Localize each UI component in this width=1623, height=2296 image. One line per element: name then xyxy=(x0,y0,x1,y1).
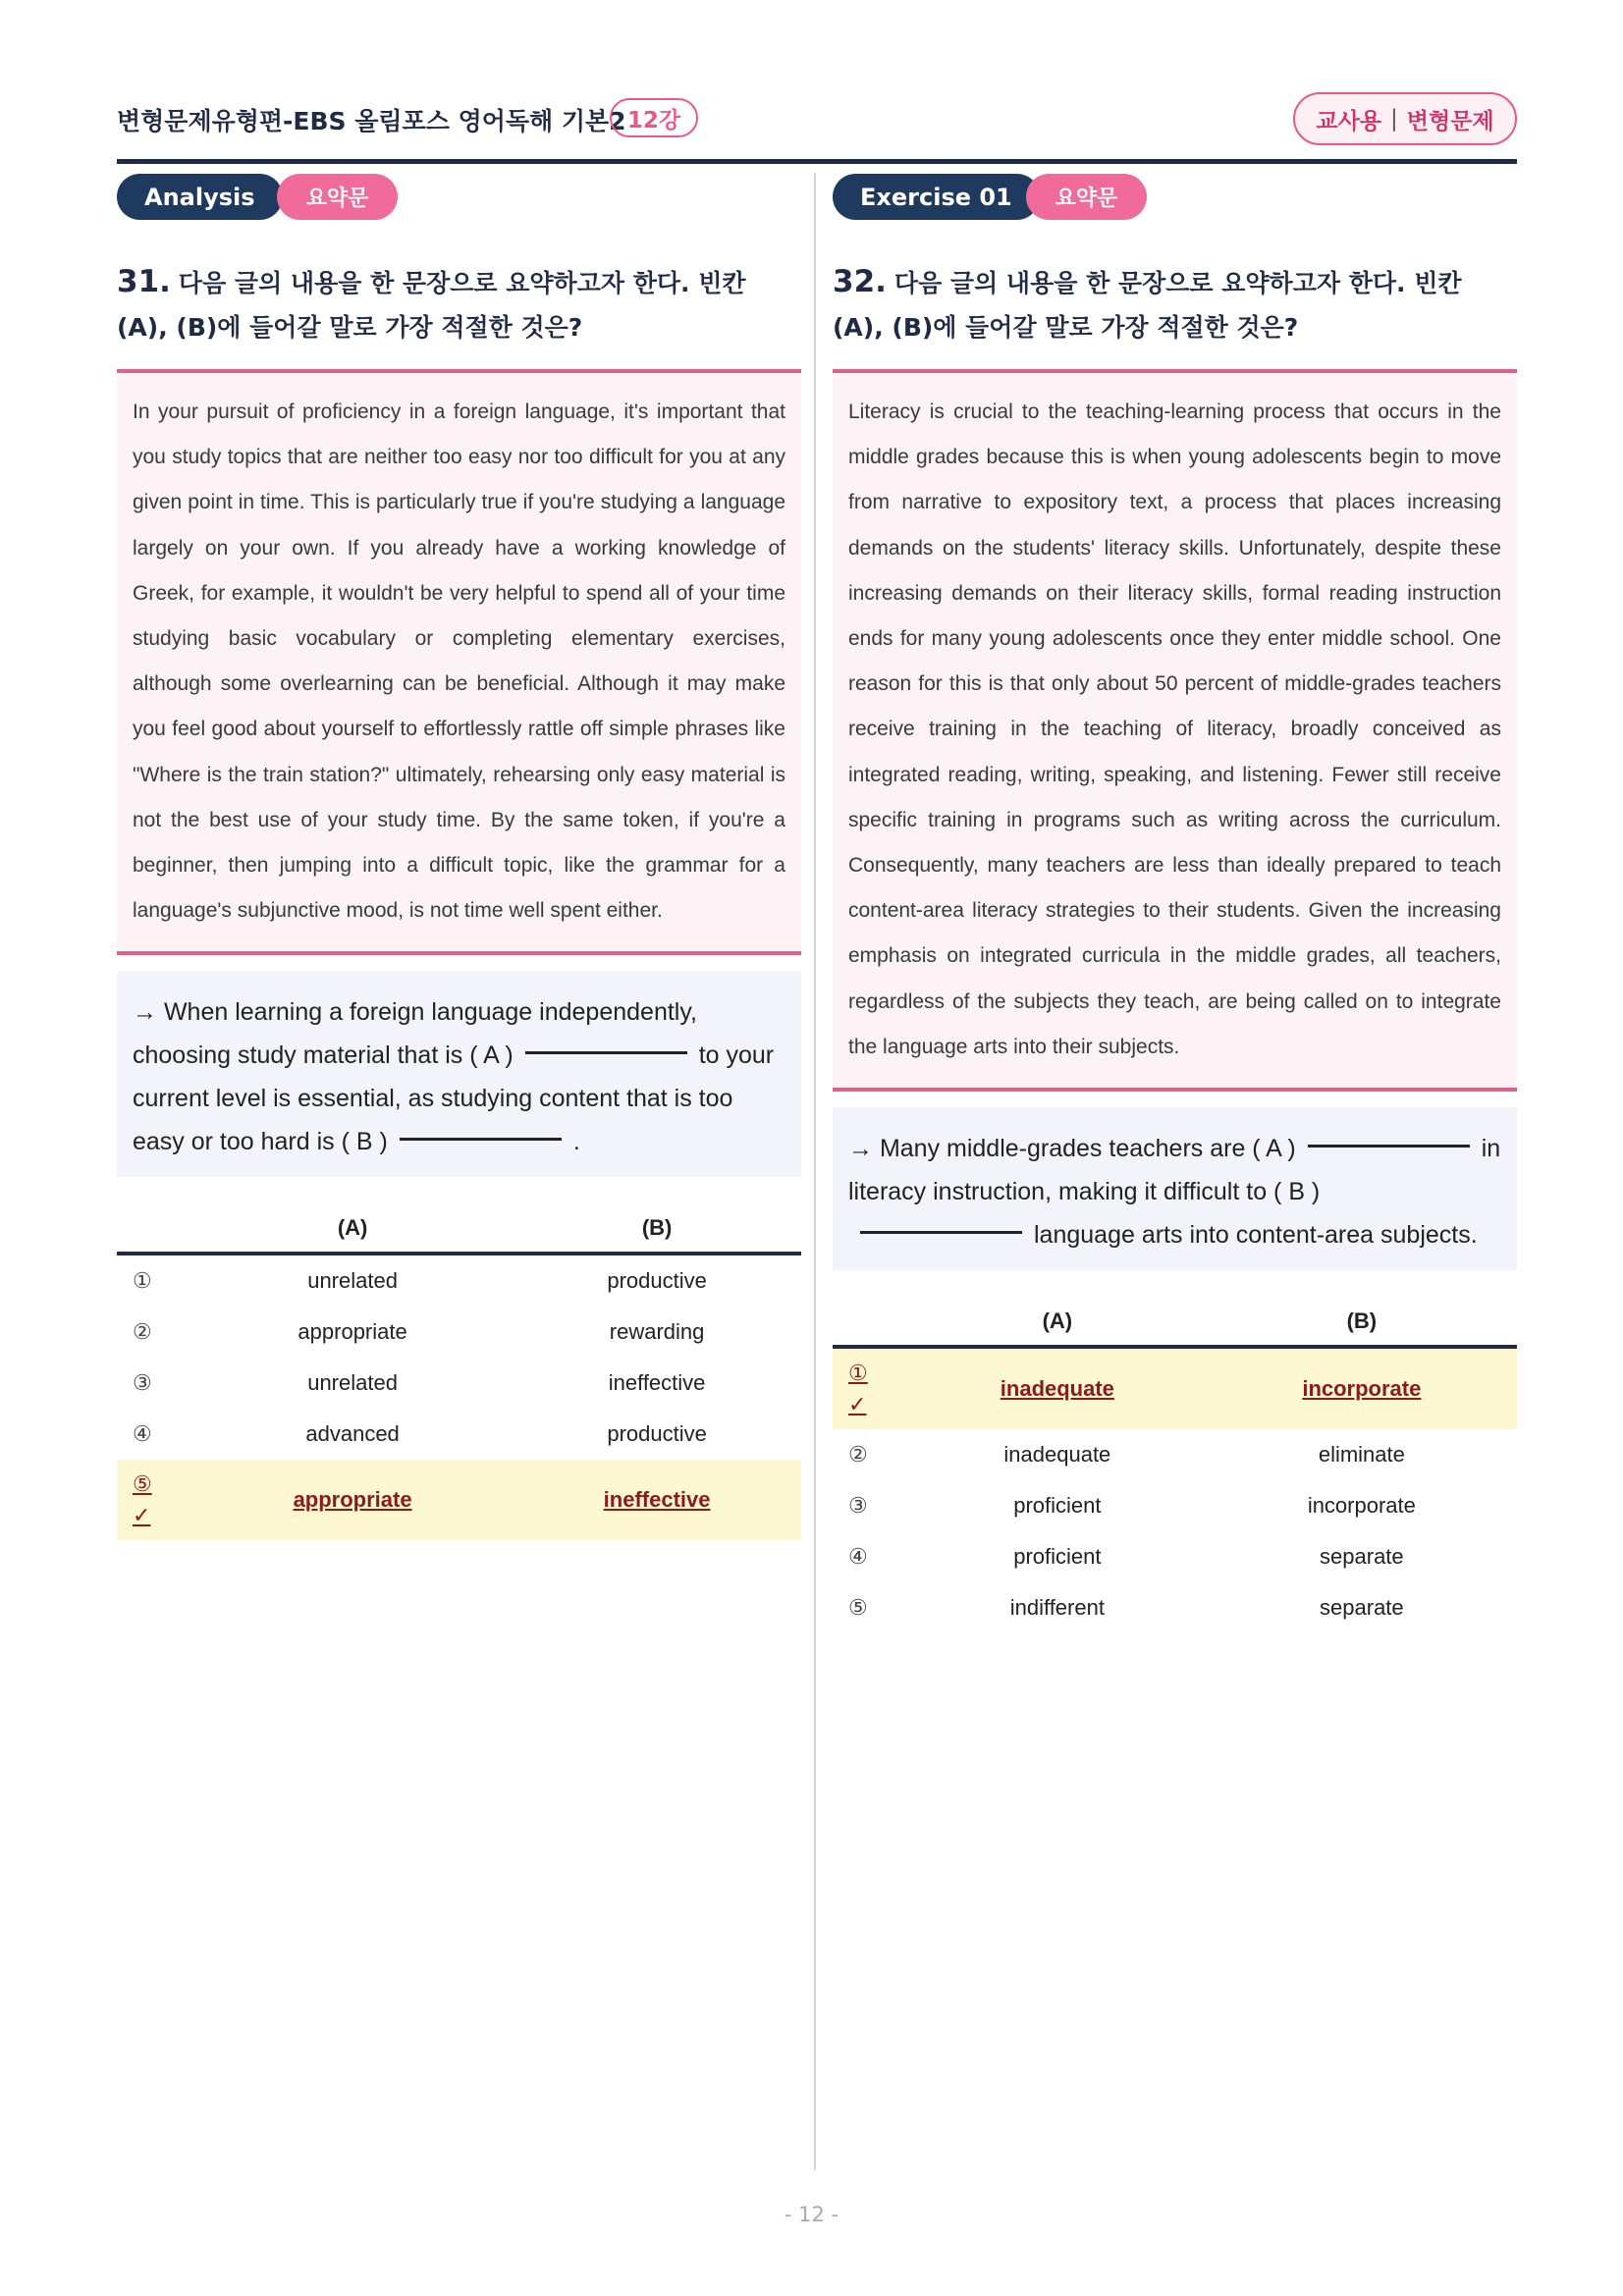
num-header xyxy=(117,1204,192,1254)
choice-a: indifferent xyxy=(1009,1595,1105,1621)
section-tag-analysis: Analysis xyxy=(117,174,283,220)
lesson-badge: 12강 xyxy=(610,98,698,137)
summary-part-2: to your current level is essential, as studying content that is too easy or too hard is ( B ) xyxy=(133,1041,775,1156)
choice-row-correct[interactable] xyxy=(117,1460,801,1540)
choice-a: inadequate xyxy=(1003,1442,1111,1468)
teacher-label: 교사용 xyxy=(1316,108,1382,134)
page-header xyxy=(117,96,1517,164)
choice-b: ineffective xyxy=(608,1370,706,1396)
right-column xyxy=(833,173,1517,1633)
choice-b: separate xyxy=(1320,1595,1404,1621)
choice-row[interactable] xyxy=(833,1582,1517,1633)
choice-row-correct[interactable] xyxy=(833,1347,1517,1429)
choice-number: ③ xyxy=(133,1370,152,1396)
summary-part-2: in literacy instruction, making it difficult to ( B ) xyxy=(848,1135,1501,1206)
check-icon: ✓ xyxy=(133,1503,151,1528)
passage-32: Literacy is crucial to the teaching-learning process that occurs in the middle grades because this is when young adolescents begin to move from narrative to expository text, a process that places increasing demands on the students' literacy skills. Unfortunately, despite these increasing demands on their literacy skills, formal reading instruction ends for many young adolescents once they enter middle school. One reason for this is that only about 50 percent of middle-grades teachers receive training in the teaching of literacy, broadly conceived as integrated reading, writing, speaking, and listening. Fewer still receive specific training in programs such as writing across the curriculum. Consequently, many teachers are less than ideally prepared to teach content-area literacy strategies to their students. Given the increasing emphasis on integrated curricula in the middle grades, all teachers, regardless of the subjects they teach, are being called on to integrate the language arts into their subjects. xyxy=(833,369,1517,1092)
choice-b: eliminate xyxy=(1318,1442,1405,1468)
choice-b: productive xyxy=(607,1268,707,1294)
choice-a: inadequate xyxy=(908,1347,1207,1429)
choice-b: incorporate xyxy=(1207,1347,1517,1429)
choice-number xyxy=(833,1347,908,1429)
choice-row[interactable] xyxy=(833,1480,1517,1531)
choice-number: ② xyxy=(133,1319,152,1345)
col-b-header: (B) xyxy=(513,1204,801,1254)
section-tags xyxy=(833,174,1517,225)
choice-row[interactable] xyxy=(833,1531,1517,1582)
correct-number: ① xyxy=(848,1361,868,1386)
choice-a: proficient xyxy=(1013,1493,1102,1519)
section-tag-summary: 요약문 xyxy=(277,174,398,220)
choice-row[interactable] xyxy=(117,1254,801,1307)
summary-32 xyxy=(833,1107,1517,1270)
choice-a: advanced xyxy=(305,1421,400,1447)
page-number: - 12 - xyxy=(784,2203,839,2226)
section-tag-summary: 요약문 xyxy=(1026,174,1147,220)
choice-b: ineffective xyxy=(513,1460,801,1540)
choice-number: ④ xyxy=(133,1421,152,1447)
num-header xyxy=(833,1298,908,1347)
choice-number: ⑤ xyxy=(848,1595,868,1621)
summary-part-3: language arts into content-area subjects. xyxy=(1034,1221,1478,1250)
choice-number: ② xyxy=(848,1442,868,1468)
choice-row[interactable] xyxy=(117,1358,801,1409)
section-tags xyxy=(117,174,801,225)
type-label: 변형문제 xyxy=(1406,108,1494,134)
summary-part-1: → When learning a foreign language independently, choosing study material that is ( A ) xyxy=(133,998,697,1070)
choice-a: proficient xyxy=(1013,1544,1102,1570)
summary-part-1: → Many middle-grades teachers are ( A ) xyxy=(848,1135,1296,1163)
summary-part-3: . xyxy=(572,1128,580,1156)
blank-b xyxy=(860,1231,1022,1234)
blank-b xyxy=(400,1138,562,1141)
check-icon: ✓ xyxy=(848,1392,867,1417)
choice-b: separate xyxy=(1320,1544,1404,1570)
choice-row[interactable] xyxy=(833,1429,1517,1480)
blank-a xyxy=(1308,1145,1470,1148)
choice-b: productive xyxy=(607,1421,707,1447)
choice-b: rewarding xyxy=(609,1319,705,1345)
choice-row[interactable] xyxy=(117,1307,801,1358)
choice-number: ③ xyxy=(848,1493,868,1519)
choice-number: ① xyxy=(133,1268,152,1294)
question-text: 다음 글의 내용을 한 문장으로 요약하고자 한다. 빈칸 (A), (B)에 들어갈 말로 가장 적절한 것은? xyxy=(117,269,746,342)
question-32 xyxy=(833,260,1517,349)
choice-number xyxy=(117,1460,192,1540)
section-tag-exercise: Exercise 01 xyxy=(833,174,1040,220)
choice-a: appropriate xyxy=(192,1460,513,1540)
question-number: 32. xyxy=(833,264,887,299)
col-b-header: (B) xyxy=(1207,1298,1517,1347)
choices-table-32 xyxy=(833,1298,1517,1633)
document-title: 변형문제유형편-EBS 올림포스 영어독해 기본2 xyxy=(117,107,626,135)
column-divider xyxy=(814,173,816,2170)
blank-a xyxy=(525,1051,687,1054)
question-31 xyxy=(117,260,801,349)
choice-a: unrelated xyxy=(307,1370,398,1396)
choices-table-31 xyxy=(117,1204,801,1540)
passage-31: In your pursuit of proficiency in a foreign language, it's important that you study topics that are neither too easy nor too difficult for you at any given point in time. This is particularly true if you're studying a language largely on your own. If you already have a working knowledge of Greek, for example, it wouldn't be very helpful to spend all of your time studying basic vocabulary or completing elementary exercises, although some overlearning can be beneficial. Although it may make you feel good about yourself to effortlessly rattle off simple phrases like "Where is the train station?" ultimately, rehearsing only easy material is not the best use of your study time. By the same token, if you're a beginner, then jumping into a difficult topic, like the grammar for a language's subjunctive mood, is not time well spent either. xyxy=(117,369,801,955)
badge-separator: | xyxy=(1390,106,1398,132)
correct-number: ⑤ xyxy=(133,1471,152,1497)
teacher-badge xyxy=(1293,92,1517,145)
choice-a: unrelated xyxy=(307,1268,398,1294)
col-a-header: (A) xyxy=(192,1204,513,1254)
choice-a: appropriate xyxy=(298,1319,407,1345)
summary-31 xyxy=(117,971,801,1177)
left-column xyxy=(117,173,801,1540)
question-text: 다음 글의 내용을 한 문장으로 요약하고자 한다. 빈칸 (A), (B)에 들어갈 말로 가장 적절한 것은? xyxy=(833,269,1462,342)
question-number: 31. xyxy=(117,264,171,299)
col-a-header: (A) xyxy=(908,1298,1207,1347)
choice-number: ④ xyxy=(848,1544,868,1570)
choice-b: incorporate xyxy=(1307,1493,1416,1519)
choice-row[interactable] xyxy=(117,1409,801,1460)
